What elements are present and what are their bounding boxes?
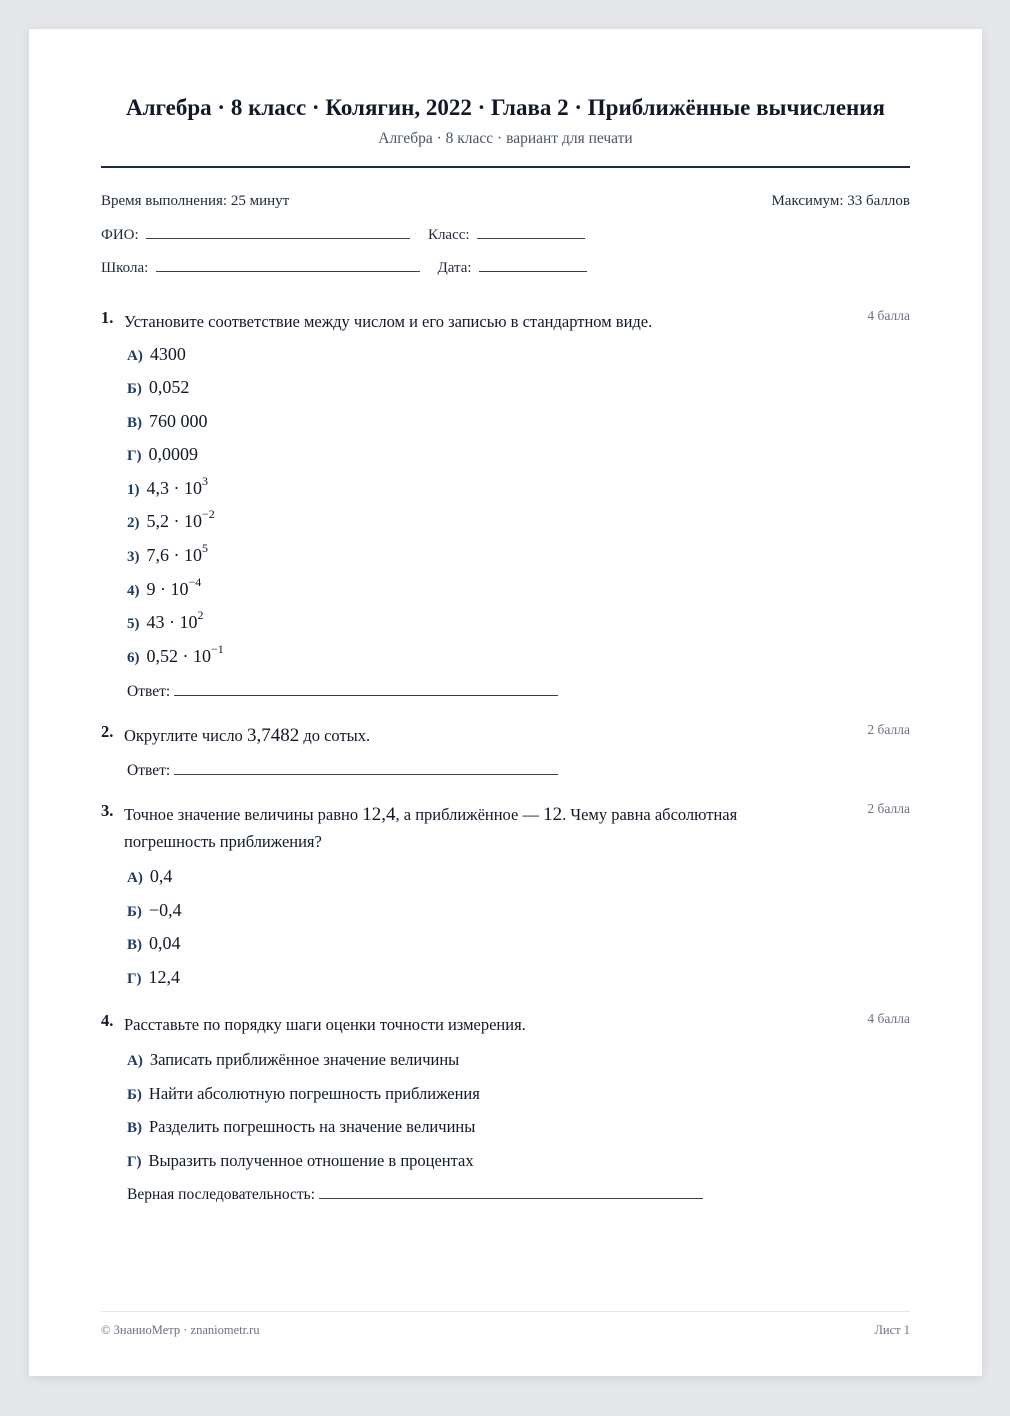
- order-step-g: Г) Выразить полученное отношение в процентах: [127, 1151, 474, 1170]
- match-target-5: 5) $43 \cdot 10^2$: [127, 608, 204, 632]
- question-points: 2 балла: [867, 801, 910, 816]
- choice-option-b[interactable]: Б) −0,4: [127, 900, 182, 920]
- answer-label: Ответ:: [127, 762, 171, 779]
- match-target-3: 3) $7,6 \cdot 10^5$: [127, 541, 208, 565]
- question-number: 2.: [101, 722, 114, 741]
- answer-field-q2[interactable]: [174, 762, 558, 775]
- name-field[interactable]: [146, 226, 410, 239]
- class-label: Класс:: [427, 227, 470, 243]
- page-content: [101, 29, 910, 1376]
- match-target-2: 2) $5,2 \cdot 10^{-2}$: [127, 507, 215, 531]
- exam-info-row: [101, 193, 910, 210]
- question-text: Расставьте по порядку шаги оценки точности измерения.: [124, 1015, 526, 1034]
- worksheet-page: [29, 29, 982, 1376]
- choice-option-a[interactable]: А) 0,4: [127, 866, 173, 886]
- question-number: 1.: [101, 308, 114, 327]
- question-text: Точное значение величины равно 12,4, а приближённое — 12. Чему равна абсолютная погрешность приближения?: [124, 804, 738, 851]
- choice-option-g[interactable]: Г) 12,4: [127, 967, 181, 987]
- match-target-1: 1) $4,3 \cdot 10^3$: [127, 474, 208, 498]
- footer-page-number: Лист 1: [874, 1323, 910, 1337]
- date-field[interactable]: [479, 259, 587, 272]
- header-divider: [101, 166, 910, 168]
- question-points: 4 балла: [867, 308, 910, 323]
- student-info-row-2: [101, 259, 910, 277]
- school-field[interactable]: [156, 259, 420, 272]
- time-limit: Время выполнения: 25 минут: [101, 193, 290, 209]
- name-label: ФИО:: [101, 227, 139, 243]
- answer-row-q4: [127, 1186, 703, 1204]
- question-1: [101, 308, 910, 335]
- question-2: [101, 722, 910, 749]
- date-label: Дата:: [437, 260, 472, 276]
- order-step-a: А) Записать приближённое значение величины: [127, 1050, 460, 1069]
- question-4: [101, 1011, 910, 1038]
- answer-row-q1: [127, 683, 558, 701]
- class-field[interactable]: [477, 226, 585, 239]
- answer-row-q2: [127, 762, 558, 780]
- question-number: 4.: [101, 1011, 114, 1030]
- footer-copyright: © ЗнаниоМетр · znaniometr.ru: [101, 1323, 260, 1337]
- question-3: [101, 801, 910, 855]
- order-step-b: Б) Найти абсолютную погрешность приближения: [127, 1084, 480, 1103]
- match-target-4: 4) $9 \cdot 10^{-4}$: [127, 575, 202, 599]
- match-option-b: Б) 0,052: [127, 377, 190, 397]
- student-info-row-1: [101, 226, 910, 244]
- school-label: Школа:: [101, 260, 149, 276]
- page-title: Алгебра · 8 класс · Колягин, 2022 · Глава 2 · Приближённые вычисления: [126, 95, 885, 120]
- answer-field-q1[interactable]: [174, 683, 558, 696]
- match-option-g: Г) 0,0009: [127, 444, 199, 464]
- answer-field-q4[interactable]: [319, 1186, 703, 1199]
- question-points: 4 балла: [867, 1011, 910, 1026]
- choice-option-v[interactable]: В) 0,04: [127, 933, 181, 953]
- question-text: Округлите число 3,7482 до сотых.: [124, 725, 371, 746]
- order-step-v: В) Разделить погрешность на значение величины: [127, 1117, 476, 1136]
- page-subtitle: Алгебра · 8 класс · вариант для печати: [378, 130, 633, 147]
- question-number: 3.: [101, 801, 114, 820]
- match-option-v: В) 760 000: [127, 411, 208, 431]
- question-text: Установите соответствие между числом и его записью в стандартном виде.: [124, 312, 653, 331]
- answer-label: Верная последовательность:: [127, 1186, 316, 1203]
- answer-label: Ответ:: [127, 683, 171, 700]
- match-target-6: 6) $0,52 \cdot 10^{-1}$: [127, 642, 224, 666]
- match-option-a: А) 4300: [127, 344, 186, 364]
- footer-divider: [101, 1311, 910, 1312]
- max-score: Максимум: 33 баллов: [771, 193, 910, 209]
- question-points: 2 балла: [867, 722, 910, 737]
